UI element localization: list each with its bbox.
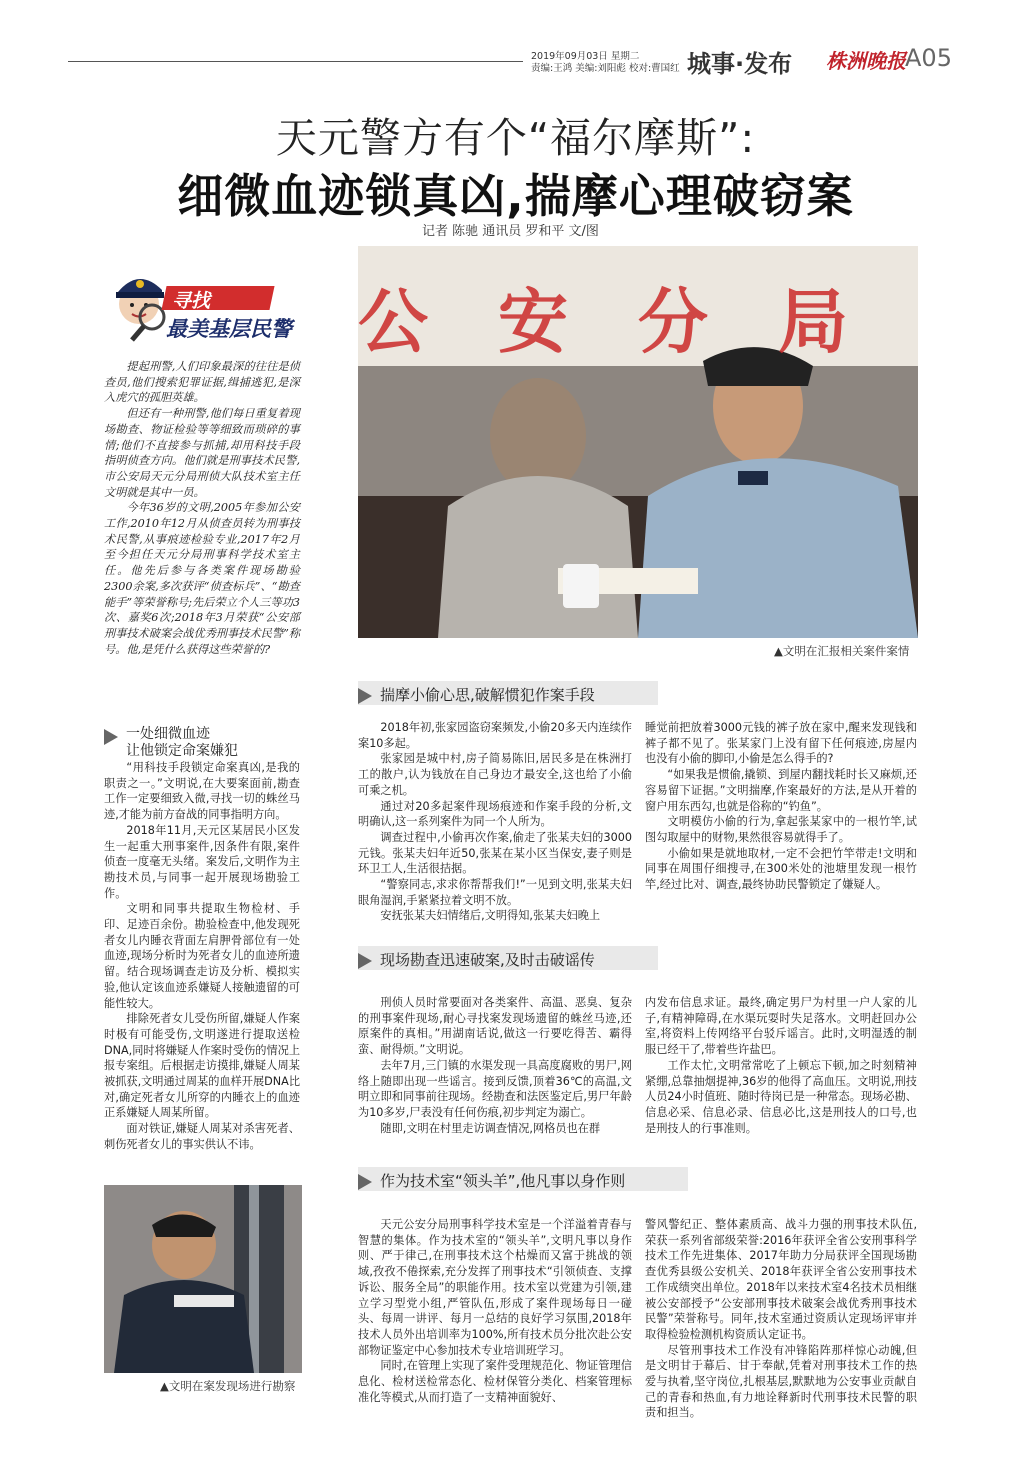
photo-bottom-caption: ▲文明在案发现场进行勘察 <box>160 1379 296 1393</box>
section-marker-icon <box>104 729 118 745</box>
section2-body-left: 2018年初,张家园盗窃案频发,小偷20多天内连续作案10多起。 张家园是城中村,房子简易陈旧,居民多是在株洲打工的散户,认为钱放在自己身边才最安全,这也给了小偷可乘之机。 通过对20多起案件现场痕迹和作案手段的分析,文明确认,这一系列案件为同一个人所为。 调查过程中,小偷再次作案,偷走了张某夫妇的3000元钱。张某夫妇年近50,张某在某小区当保安,妻子则是环卫工人,生活很拮据。 “警察同志,求求你帮帮我们!”一见到文明,张某夫妇眼角湿润,手紧紧拉着文明不放。 安抚张某夫妇情绪后,文明得知,张某夫妇晚上 <box>358 721 632 923</box>
issue-date: 2019年09月03日 星期二 <box>531 51 640 62</box>
photo-graphic-2 <box>104 1185 302 1373</box>
paper-logo: 株洲晚报 <box>826 49 906 73</box>
section3-body-left: 刑侦人员时常要面对各类案件、高温、恶臭、复杂的刑事案件现场,耐心寻找案发现场遗留的蛛丝马迹,还原案件的真相。”用湖南话说,做这一行要吃得苦、霸得蛮、耐得烦。”文明说。 去年7月,三门镇的水渠发现一具高度腐败的男尸,网络上随即出现一些谣言。接到反馈,顶着36℃的高温,文明立即和同事前往现场。经勘查和法医鉴定后,男尸年龄为10多岁,尸表没有任何伤痕,初步判定为溺亡。 随即,文明在村里走访调查情况,网格员也在群 <box>358 996 632 1135</box>
section1-body: “用科技手段锁定命案真凶,是我的职责之一。”文明说,在大要案面前,勘查工作一定要细致入微,寻找一切的蛛丝马迹,才能为前方奋战的同事指明方向。 2018年11月,天元区某居民小区发生一起重大刑事案件,因条件有限,案件侦查一度毫无头绪。案发后,文明作为主勘技术员,与同事一起开展现场勘验工作。 文明和同事共提取生物检材、手印、足迹百余份。勘验检查中,他发现死者女儿内睡衣背面左肩胛骨部位有一处血迹,现场分析时为死者女儿的血迹所遗留。结合现场调查走访及分析、模拟实验,他认定该血迹系嫌疑人接触遗留的可能性较大。 排除死者女儿受伤所留,嫌疑人作案时极有可能受伤,文明遂进行提取送检DNA,同时将嫌疑人作案时受伤的情况上报专案组。后根据走访摸排,嫌疑人周某被抓获,文明通过周某的血样开展DNA比对,确定死者女儿所穿的内睡衣上的血迹正系嫌疑人周某所留。 面对铁证,嫌疑人周某对杀害死者、刺伤死者女儿的事实供认不讳。 <box>104 761 301 1151</box>
section-marker-icon <box>358 688 372 704</box>
section-marker-icon <box>358 953 372 969</box>
section3-title: 现场勘查迅速破案,及时击破谣传 <box>358 949 595 970</box>
section4-body-right: 警风警纪正、整体素质高、战斗力强的刑事技术队伍,荣获一系列省部级荣誉:2016年获评全省公安刑事科学技术工作先进集体、2017年助力分局获评全国现场勘查优秀县级公安机关、2018年获评全省公安刑事技术工作成绩突出单位。2018年以来技术室4名技术员相继被公安部授予“公安部刑事技术破案会战优秀刑事技术民警”荣誉称号。同年,技术室通过资质认定现场评审并取得检验检测机构资质认定证书。 尽管刑事技术工作没有冲锋陷阵那样惊心动魄,但是文明甘于幕后、甘于奉献,凭着对刑事技术工作的热爱与执着,坚守岗位,扎根基层,默默地为公安事业贡献自己的青春和热血,有力地诠释新时代刑事技术民警的职责和担当。 <box>645 1218 917 1420</box>
section-name: 城事·发布 <box>687 50 793 78</box>
section2-title: 揣摩小偷心思,破解惯犯作案手段 <box>358 684 595 705</box>
logo-text-2: 最美基层民警 <box>166 317 292 341</box>
editors-line: 责编:王鸿 美编:刘阳彪 校对:曹国红 <box>531 63 680 74</box>
section4-body-left: 天元公安分局刑事科学技术室是一个洋溢着青春与智慧的集体。作为技术室的“领头羊”,文明凡事以身作则、严于律己,在刑事技术这个枯燥而又富于挑战的领域,孜孜不倦探索,充分发挥了刑事技术“引领侦查、支撑诉讼、服务全局”的职能作用。技术室以党建为引领,建立学习型党小组,严管队伍,形成了案件现场每日一碰头、每周一讲评、每月一总结的良好学习氛围,2018年技术人员外出培训率为100%,所有技术员分批次赴公安部物证鉴定中心参加技术专业培训班学习。 同时,在管理上实现了案件受理规范化、物证管理信息化、检材送检常态化、检材保管分类化、档案管理标准化等模式,从而打造了一支精神面貌好、 <box>358 1218 632 1404</box>
page-number: A05 <box>905 44 952 72</box>
logo-text-1: 寻找 <box>172 290 211 312</box>
police-officer-icon <box>112 262 170 342</box>
photo-site-inspection <box>104 1185 302 1373</box>
photo-top-caption: ▲文明在汇报相关案件案情 <box>774 644 910 658</box>
section2-body-right: 睡觉前把放着3000元钱的裤子放在家中,醒来发现钱和裤子都不见了。张某家门上没有留下任何痕迹,房屋内也没有小偷的脚印,小偷是怎么得手的? “如果我是惯偷,撬锁、到屋内翻找耗时长又麻烦,还容易留下证据。”文明揣摩,作案最好的方法,是从开着的窗户用东西勾,也就是俗称的“钓鱼”。 文明模仿小偷的行为,拿起张某家中的一根竹竿,试图勾取屋中的财物,果然很容易就得手了。 小偷如果是就地取材,一定不会把竹竿带走!文明和同事在周围仔细搜寻,在300米处的池塘里发现一根竹竿,经过比对、调查,最终协助民警锁定了嫌疑人。 <box>645 721 917 892</box>
headline-line2: 细微血迹锁真凶,揣摩心理破窃案 <box>177 169 854 223</box>
header-rule <box>68 61 523 62</box>
section3-body-right: 内发布信息求证。最终,确定男尸为村里一户人家的儿子,有精神障碍,在水渠玩耍时失足落水。文明赶回办公室,将资料上传网络平台驳斥谣言。此时,文明湿透的制服已经干了,带着些许盐巴。 工作太忙,文明常常吃了上顿忘下顿,加之时刻精神紧绷,总靠抽烟提神,36岁的他得了高血压。文明说,刑技人员24小时值班、随时待岗已是一种常态。现场必勘、信息必采、信息必录、信息必比,这是刑技人的口号,也是刑技人的行事准则。 <box>645 996 917 1135</box>
photo-wall-text: 公安分局 <box>358 281 918 363</box>
intro-text: 提起刑警,人们印象最深的往往是侦查员,他们搜索犯罪证据,缉捕逃犯,是深入虎穴的孤胆英雄。 但还有一种刑警,他们每日重复着现场勘查、物证检验等等细致而琐碎的事情;他们不直接参与抓捕,却用科技手段指明侦查方向。他们就是刑事技术民警,市公安局天元分局刑侦大队技术室主任文明就是其中一员。 今年36岁的文明,2005年参加公安工作,2010年12月从侦查员转为刑事技术民警,从事痕迹检验专业,2017年2月至今担任天元分局刑事科学技术室主任。他先后参与各类案件现场勘验2300余案,多次获评“侦查标兵”、“勘查能手”等荣誉称号;先后荣立个人三等功3次、嘉奖6次;2018年3月荣获“公安部刑事技术破案会战优秀刑事技术民警”称号。他,是凭什么获得这些荣誉的? <box>104 360 300 656</box>
section1-title: 一处细微血迹 让他锁定命案嫌犯 <box>104 709 238 760</box>
photo-officer-reporting <box>358 246 918 638</box>
column-logo <box>104 262 304 348</box>
section-marker-icon <box>358 1174 372 1190</box>
byline: 记者 陈驰 通讯员 罗和平 文/图 <box>422 224 599 239</box>
section4-title: 作为技术室“领头羊”,他凡事以身作则 <box>358 1170 625 1191</box>
headline-line1: 天元警方有个“福尔摩斯”: <box>275 114 756 162</box>
